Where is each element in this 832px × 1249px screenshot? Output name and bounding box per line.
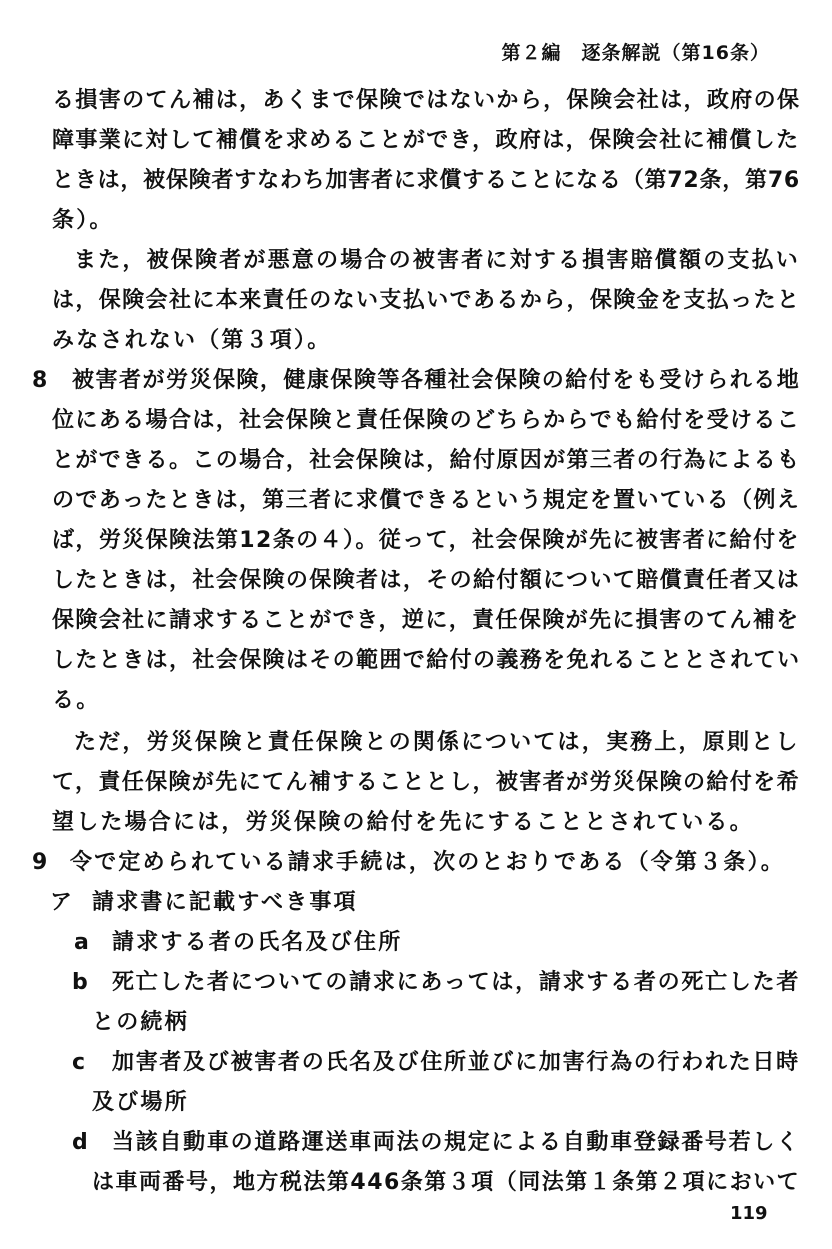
text-line: ときは，被保険者すなわち加害者に求償することになる（第72条，第76	[52, 168, 801, 193]
text-line: 死亡した者についての請求にあっては，請求する者の死亡した者	[112, 970, 801, 995]
text-line: は車両番号，地方税法第446条第３項（同法第１条第２項において	[92, 1170, 801, 1195]
item-number-8: 8	[32, 368, 48, 393]
running-header: 第２編 逐条解説（第16条）	[501, 42, 770, 64]
text-line: 及び場所	[92, 1090, 189, 1115]
text-line: のであったときは，第三者に求償できるという規定を置いている（例え	[52, 488, 801, 513]
list-marker-a: a	[74, 930, 89, 955]
item-number-9: 9	[32, 850, 48, 875]
page-number: 119	[730, 1203, 768, 1224]
text-line: したときは，社会保険はその範囲で給付の義務を免れることとされてい	[52, 648, 801, 673]
list-marker-c: c	[72, 1050, 86, 1075]
text-line: 条）。	[52, 208, 114, 233]
text-line: みなされない（第３項）。	[52, 328, 332, 353]
text-line: 当該自動車の道路運送車両法の規定による自動車登録番号若しく	[112, 1130, 800, 1155]
text-line: とができる。この場合，社会保険は，給付原因が第三者の行為によるも	[52, 448, 801, 473]
list-marker-d: d	[72, 1130, 88, 1155]
text-line: ただ，労災保険と責任保険との関係については，実務上，原則とし	[74, 730, 800, 755]
text-line: また，被保険者が悪意の場合の被害者に対する損害賠償額の支払い	[74, 248, 801, 273]
text-line: 望した場合には，労災保険の給付を先にすることとされている。	[52, 810, 754, 835]
text-line: 位にある場合は，社会保険と責任保険のどちらからでも給付を受けるこ	[52, 408, 801, 433]
text-line: 令で定められている請求手続は，次のとおりである（令第３条）。	[70, 850, 786, 875]
text-line: したときは，社会保険の保険者は，その給付額について賠償責任者又は	[52, 568, 800, 593]
text-line: て，責任保険が先にてん補することとし，被害者が労災保険の給付を希	[52, 770, 800, 795]
text-line: る損害のてん補は，あくまで保険ではないから，保険会社は，政府の保	[52, 88, 801, 113]
text-line: 請求書に記載すべき事項	[92, 890, 358, 915]
list-marker-b: b	[72, 970, 88, 995]
text-line: 被害者が労災保険，健康保険等各種社会保険の給付をも受けられる地	[72, 368, 801, 393]
text-line: は，保険会社に本来責任のない支払いであるから，保険金を支払ったと	[52, 288, 801, 313]
text-line: 障事業に対して補償を求めることができ，政府は，保険会社に補償した	[52, 128, 800, 153]
text-line: 加害者及び被害者の氏名及び住所並びに加害行為の行われた日時	[112, 1050, 800, 1075]
subitem-marker-a-kana: ア	[50, 890, 73, 915]
text-line: 請求する者の氏名及び住所	[112, 930, 403, 955]
text-line: る。	[52, 688, 101, 713]
text-line: との続柄	[92, 1010, 189, 1035]
text-line: ば，労災保険法第12条の４）。従って，社会保険が先に被害者に給付を	[52, 528, 800, 553]
text-line: 保険会社に請求することができ，逆に，責任保険が先に損害のてん補を	[52, 608, 800, 633]
